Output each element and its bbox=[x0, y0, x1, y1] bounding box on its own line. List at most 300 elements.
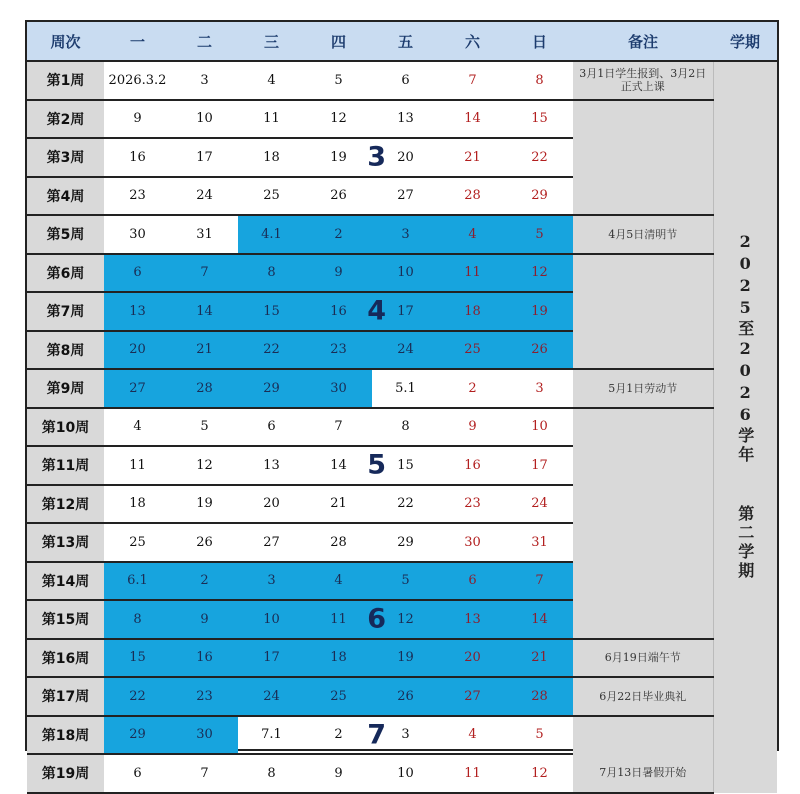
day-date: 24 bbox=[397, 342, 414, 358]
day-cell bbox=[238, 600, 305, 639]
day-date: 13 bbox=[397, 111, 414, 127]
day-date: 8 bbox=[267, 765, 276, 781]
day-date: 16 bbox=[330, 303, 347, 319]
day-cell bbox=[439, 138, 506, 177]
header-term: 学期 bbox=[713, 22, 777, 61]
day-date: 28 bbox=[196, 380, 213, 396]
day-date: 6 bbox=[133, 765, 142, 781]
day-date: 6 bbox=[401, 72, 410, 88]
header-row bbox=[27, 22, 777, 61]
week-row bbox=[27, 408, 777, 447]
day-cell bbox=[171, 369, 238, 408]
day-date: 21 bbox=[531, 650, 548, 666]
day-date: 8 bbox=[401, 419, 410, 435]
day-date: 2 bbox=[334, 226, 343, 242]
day-date: 22 bbox=[397, 496, 414, 512]
day-date: 30 bbox=[330, 380, 347, 396]
month-marker: 5 bbox=[367, 449, 386, 481]
week-label: 第2周 bbox=[27, 100, 104, 139]
day-cell bbox=[506, 716, 573, 755]
day-cell bbox=[104, 177, 171, 216]
header-week: 周次 bbox=[27, 22, 104, 61]
day-cell bbox=[439, 292, 506, 331]
day-cell bbox=[439, 754, 506, 793]
day-cell bbox=[171, 677, 238, 716]
day-cell bbox=[506, 446, 573, 485]
day-cell bbox=[372, 254, 439, 293]
week-note bbox=[573, 408, 713, 639]
day-date: 19 bbox=[330, 149, 347, 165]
day-cell bbox=[305, 177, 372, 216]
day-date: 31 bbox=[196, 226, 213, 242]
day-date: 24 bbox=[196, 188, 213, 204]
week-label: 第11周 bbox=[27, 446, 104, 485]
day-date: 15 bbox=[397, 457, 414, 473]
day-date: 24 bbox=[263, 688, 280, 704]
day-cell bbox=[305, 754, 372, 793]
day-date: 16 bbox=[196, 650, 213, 666]
day-date: 22 bbox=[129, 688, 146, 704]
day-cell bbox=[506, 600, 573, 639]
day-cell bbox=[171, 600, 238, 639]
day-cell bbox=[104, 485, 171, 524]
week-row bbox=[27, 369, 777, 408]
day-date: 9 bbox=[334, 265, 343, 281]
month-marker: 3 bbox=[367, 141, 386, 173]
week-label: 第17周 bbox=[27, 677, 104, 716]
day-date: 17 bbox=[196, 149, 213, 165]
day-cell bbox=[506, 215, 573, 254]
day-cell bbox=[305, 562, 372, 601]
day-cell bbox=[171, 100, 238, 139]
day-cell bbox=[439, 100, 506, 139]
day-cell bbox=[104, 331, 171, 370]
day-date: 5 bbox=[334, 72, 343, 88]
day-cell bbox=[171, 562, 238, 601]
week-row bbox=[27, 215, 777, 254]
day-cell bbox=[372, 215, 439, 254]
day-date: 25 bbox=[263, 188, 280, 204]
day-date: 19 bbox=[397, 650, 414, 666]
day-date: 26 bbox=[531, 342, 548, 358]
week-label: 第5周 bbox=[27, 215, 104, 254]
day-date: 29 bbox=[397, 534, 414, 550]
day-date: 23 bbox=[196, 688, 213, 704]
week-note: 6月19日端午节 bbox=[573, 639, 713, 678]
term-semester: 第二学期 bbox=[735, 505, 755, 581]
day-cell bbox=[238, 639, 305, 678]
day-date: 3 bbox=[401, 727, 410, 743]
day-date: 8 bbox=[267, 265, 276, 281]
week-label: 第4周 bbox=[27, 177, 104, 216]
header-monday: 一 bbox=[104, 22, 171, 61]
day-cell bbox=[439, 177, 506, 216]
day-cell bbox=[506, 292, 573, 331]
day-cell bbox=[238, 177, 305, 216]
day-cell bbox=[171, 138, 238, 177]
day-date: 5 bbox=[401, 573, 410, 589]
day-date: 23 bbox=[330, 342, 347, 358]
header-thursday: 四 bbox=[305, 22, 372, 61]
day-cell bbox=[171, 292, 238, 331]
day-cell bbox=[171, 716, 238, 755]
week-label: 第13周 bbox=[27, 523, 104, 562]
week-note: 3月1日学生报到、3月2日正式上课 bbox=[573, 61, 713, 100]
day-date: 30 bbox=[129, 226, 146, 242]
day-date: 2026.3.2 bbox=[108, 72, 167, 88]
day-date: 21 bbox=[464, 149, 481, 165]
header-tuesday: 二 bbox=[171, 22, 238, 61]
day-date: 17 bbox=[263, 650, 280, 666]
day-date: 19 bbox=[196, 496, 213, 512]
week-label: 第8周 bbox=[27, 331, 104, 370]
day-date: 13 bbox=[464, 611, 481, 627]
day-cell bbox=[104, 523, 171, 562]
week-label: 第12周 bbox=[27, 485, 104, 524]
day-cell bbox=[305, 485, 372, 524]
day-date: 18 bbox=[129, 496, 146, 512]
day-date: 14 bbox=[531, 611, 548, 627]
day-date: 10 bbox=[531, 419, 548, 435]
day-date: 7 bbox=[535, 573, 544, 589]
day-date: 29 bbox=[263, 380, 280, 396]
day-date: 30 bbox=[464, 534, 481, 550]
day-date: 29 bbox=[129, 727, 146, 743]
day-cell bbox=[439, 677, 506, 716]
day-cell bbox=[305, 138, 386, 177]
day-cell bbox=[104, 369, 171, 408]
day-date: 3 bbox=[267, 573, 276, 589]
day-date: 20 bbox=[129, 342, 146, 358]
day-cell bbox=[171, 523, 238, 562]
day-date: 7 bbox=[468, 72, 477, 88]
day-cell bbox=[439, 485, 506, 524]
day-cell bbox=[372, 639, 439, 678]
day-date: 5 bbox=[535, 727, 544, 743]
week-row bbox=[27, 100, 777, 139]
day-cell bbox=[171, 408, 238, 447]
day-cell bbox=[305, 331, 372, 370]
week-note bbox=[573, 716, 713, 755]
day-date: 25 bbox=[464, 342, 481, 358]
day-date: 9 bbox=[468, 419, 477, 435]
day-cell bbox=[104, 600, 171, 639]
day-date: 6 bbox=[133, 265, 142, 281]
day-cell bbox=[171, 177, 238, 216]
day-cell bbox=[104, 562, 171, 601]
week-row bbox=[27, 716, 777, 755]
day-cell bbox=[305, 369, 372, 408]
day-date: 2 bbox=[200, 573, 209, 589]
day-cell bbox=[305, 639, 372, 678]
day-cell bbox=[439, 331, 506, 370]
week-label: 第3周 bbox=[27, 138, 104, 177]
day-date: 9 bbox=[200, 611, 209, 627]
day-cell bbox=[305, 215, 372, 254]
day-date: 27 bbox=[464, 688, 481, 704]
header-saturday: 六 bbox=[439, 22, 506, 61]
day-cell bbox=[305, 254, 372, 293]
day-cell bbox=[372, 369, 439, 408]
week-row bbox=[27, 254, 777, 293]
day-cell bbox=[171, 446, 238, 485]
day-date: 10 bbox=[263, 611, 280, 627]
day-date: 8 bbox=[535, 72, 544, 88]
day-cell bbox=[506, 562, 573, 601]
day-cell bbox=[439, 600, 506, 639]
week-label: 第7周 bbox=[27, 292, 104, 331]
day-date: 15 bbox=[263, 303, 280, 319]
day-cell bbox=[372, 523, 439, 562]
day-cell bbox=[439, 61, 506, 100]
day-date: 2 bbox=[334, 727, 343, 743]
calendar-body bbox=[27, 61, 777, 793]
day-date: 28 bbox=[531, 688, 548, 704]
week-note: 6月22日毕业典礼 bbox=[573, 677, 713, 716]
week-row bbox=[27, 754, 777, 793]
day-cell bbox=[238, 331, 305, 370]
day-date: 28 bbox=[464, 188, 481, 204]
day-cell bbox=[506, 677, 573, 716]
day-date: 7 bbox=[200, 765, 209, 781]
day-cell bbox=[238, 100, 305, 139]
day-cell bbox=[372, 754, 439, 793]
header-sunday: 日 bbox=[506, 22, 573, 61]
day-date: 25 bbox=[129, 534, 146, 550]
day-date: 20 bbox=[464, 650, 481, 666]
day-cell bbox=[305, 523, 372, 562]
day-date: 30 bbox=[196, 727, 213, 743]
day-date: 12 bbox=[330, 111, 347, 127]
day-cell bbox=[506, 408, 573, 447]
day-date: 4 bbox=[334, 573, 343, 589]
week-note: 4月5日清明节 bbox=[573, 215, 713, 254]
week-label: 第10周 bbox=[27, 408, 104, 447]
day-date: 14 bbox=[464, 111, 481, 127]
day-cell bbox=[104, 639, 171, 678]
day-date: 12 bbox=[531, 765, 548, 781]
day-cell bbox=[238, 523, 305, 562]
day-cell bbox=[439, 446, 506, 485]
day-cell bbox=[238, 61, 305, 100]
day-cell bbox=[104, 292, 171, 331]
day-cell bbox=[104, 408, 171, 447]
day-date: 7.1 bbox=[261, 727, 282, 743]
day-cell bbox=[238, 446, 305, 485]
day-cell bbox=[238, 716, 305, 755]
day-cell bbox=[171, 485, 238, 524]
day-cell bbox=[439, 523, 506, 562]
day-date: 11 bbox=[464, 765, 481, 781]
day-date: 3 bbox=[401, 226, 410, 242]
day-cell bbox=[506, 369, 573, 408]
day-date: 26 bbox=[196, 534, 213, 550]
day-cell bbox=[305, 600, 386, 639]
day-date: 10 bbox=[196, 111, 213, 127]
day-cell bbox=[506, 331, 573, 370]
day-cell bbox=[238, 677, 305, 716]
calendar-table bbox=[27, 22, 777, 794]
day-cell bbox=[372, 677, 439, 716]
day-cell bbox=[305, 716, 386, 755]
day-cell bbox=[372, 100, 439, 139]
day-date: 5.1 bbox=[395, 380, 416, 396]
day-date: 9 bbox=[133, 111, 142, 127]
day-date: 11 bbox=[263, 111, 280, 127]
day-cell bbox=[171, 754, 238, 793]
day-date: 8 bbox=[133, 611, 142, 627]
day-cell bbox=[305, 61, 372, 100]
day-cell bbox=[439, 639, 506, 678]
day-cell bbox=[439, 215, 506, 254]
term-year: 2025至2026学年 bbox=[735, 232, 755, 465]
day-cell bbox=[372, 331, 439, 370]
day-cell bbox=[238, 754, 305, 793]
day-date: 6 bbox=[468, 573, 477, 589]
day-date: 15 bbox=[531, 111, 548, 127]
day-date: 15 bbox=[129, 650, 146, 666]
day-date: 7 bbox=[334, 419, 343, 435]
week-label: 第9周 bbox=[27, 369, 104, 408]
day-date: 24 bbox=[531, 496, 548, 512]
header-friday: 五 bbox=[372, 22, 439, 61]
day-cell bbox=[171, 639, 238, 678]
day-cell bbox=[104, 677, 171, 716]
week-label: 第1周 bbox=[27, 61, 104, 100]
header-wednesday: 三 bbox=[238, 22, 305, 61]
day-cell bbox=[439, 408, 506, 447]
day-cell bbox=[372, 485, 439, 524]
week-row bbox=[27, 61, 777, 100]
day-date: 12 bbox=[531, 265, 548, 281]
day-date: 19 bbox=[531, 303, 548, 319]
day-cell bbox=[305, 292, 386, 331]
day-date: 7 bbox=[200, 265, 209, 281]
day-date: 4 bbox=[267, 72, 276, 88]
day-date: 5 bbox=[200, 419, 209, 435]
day-cell bbox=[305, 446, 386, 485]
day-cell bbox=[372, 408, 439, 447]
day-date: 18 bbox=[263, 149, 280, 165]
day-date: 6 bbox=[267, 419, 276, 435]
day-date: 29 bbox=[531, 188, 548, 204]
day-date: 2 bbox=[468, 380, 477, 396]
day-date: 26 bbox=[397, 688, 414, 704]
day-cell bbox=[104, 254, 171, 293]
month-marker: 4 bbox=[367, 295, 386, 327]
week-note: 7月13日暑假开始 bbox=[573, 754, 713, 793]
school-calendar bbox=[25, 20, 779, 783]
day-date: 21 bbox=[330, 496, 347, 512]
day-date: 6.1 bbox=[127, 573, 148, 589]
day-cell bbox=[506, 138, 573, 177]
day-cell bbox=[104, 754, 171, 793]
day-date: 27 bbox=[263, 534, 280, 550]
day-cell bbox=[506, 523, 573, 562]
day-date: 17 bbox=[531, 457, 548, 473]
term-cell bbox=[713, 61, 777, 793]
day-date: 4 bbox=[468, 727, 477, 743]
day-cell bbox=[439, 562, 506, 601]
day-cell bbox=[171, 215, 238, 254]
week-label: 第19周 bbox=[27, 754, 104, 793]
day-date: 20 bbox=[263, 496, 280, 512]
day-date: 28 bbox=[330, 534, 347, 550]
day-date: 22 bbox=[531, 149, 548, 165]
day-cell bbox=[506, 754, 573, 793]
day-cell bbox=[104, 215, 171, 254]
day-cell bbox=[439, 716, 506, 755]
day-date: 25 bbox=[330, 688, 347, 704]
day-date: 22 bbox=[263, 342, 280, 358]
day-cell bbox=[305, 408, 372, 447]
day-date: 23 bbox=[464, 496, 481, 512]
day-cell bbox=[506, 639, 573, 678]
day-cell bbox=[439, 369, 506, 408]
day-date: 16 bbox=[129, 149, 146, 165]
day-cell bbox=[305, 100, 372, 139]
day-cell bbox=[439, 254, 506, 293]
day-date: 14 bbox=[196, 303, 213, 319]
week-note bbox=[573, 100, 713, 216]
day-cell bbox=[506, 100, 573, 139]
day-date: 11 bbox=[129, 457, 146, 473]
day-date: 13 bbox=[263, 457, 280, 473]
day-cell bbox=[238, 292, 305, 331]
day-cell bbox=[171, 254, 238, 293]
day-date: 16 bbox=[464, 457, 481, 473]
day-date: 18 bbox=[464, 303, 481, 319]
day-date: 12 bbox=[196, 457, 213, 473]
day-date: 3 bbox=[200, 72, 209, 88]
week-label: 第14周 bbox=[27, 562, 104, 601]
day-date: 17 bbox=[397, 303, 414, 319]
day-cell bbox=[171, 61, 238, 100]
day-cell bbox=[238, 485, 305, 524]
day-cell bbox=[372, 61, 439, 100]
week-row bbox=[27, 677, 777, 716]
day-cell bbox=[238, 254, 305, 293]
day-date: 9 bbox=[334, 765, 343, 781]
day-date: 4 bbox=[468, 226, 477, 242]
week-row bbox=[27, 639, 777, 678]
day-cell bbox=[104, 716, 171, 755]
day-date: 20 bbox=[397, 149, 414, 165]
day-cell bbox=[372, 177, 439, 216]
day-cell bbox=[104, 138, 171, 177]
day-cell bbox=[104, 100, 171, 139]
day-date: 3 bbox=[535, 380, 544, 396]
day-cell bbox=[372, 562, 439, 601]
day-date: 12 bbox=[397, 611, 414, 627]
day-date: 11 bbox=[330, 611, 347, 627]
day-date: 14 bbox=[330, 457, 347, 473]
day-cell bbox=[238, 369, 305, 408]
day-date: 26 bbox=[330, 188, 347, 204]
week-note: 5月1日劳动节 bbox=[573, 369, 713, 408]
week-note bbox=[573, 254, 713, 370]
day-date: 27 bbox=[397, 188, 414, 204]
day-date: 23 bbox=[129, 188, 146, 204]
week-label: 第15周 bbox=[27, 600, 104, 639]
day-date: 5 bbox=[535, 226, 544, 242]
header-note: 备注 bbox=[573, 22, 713, 61]
day-date: 31 bbox=[531, 534, 548, 550]
day-date: 21 bbox=[196, 342, 213, 358]
day-cell bbox=[506, 177, 573, 216]
week-label: 第18周 bbox=[27, 716, 104, 755]
day-cell bbox=[171, 331, 238, 370]
